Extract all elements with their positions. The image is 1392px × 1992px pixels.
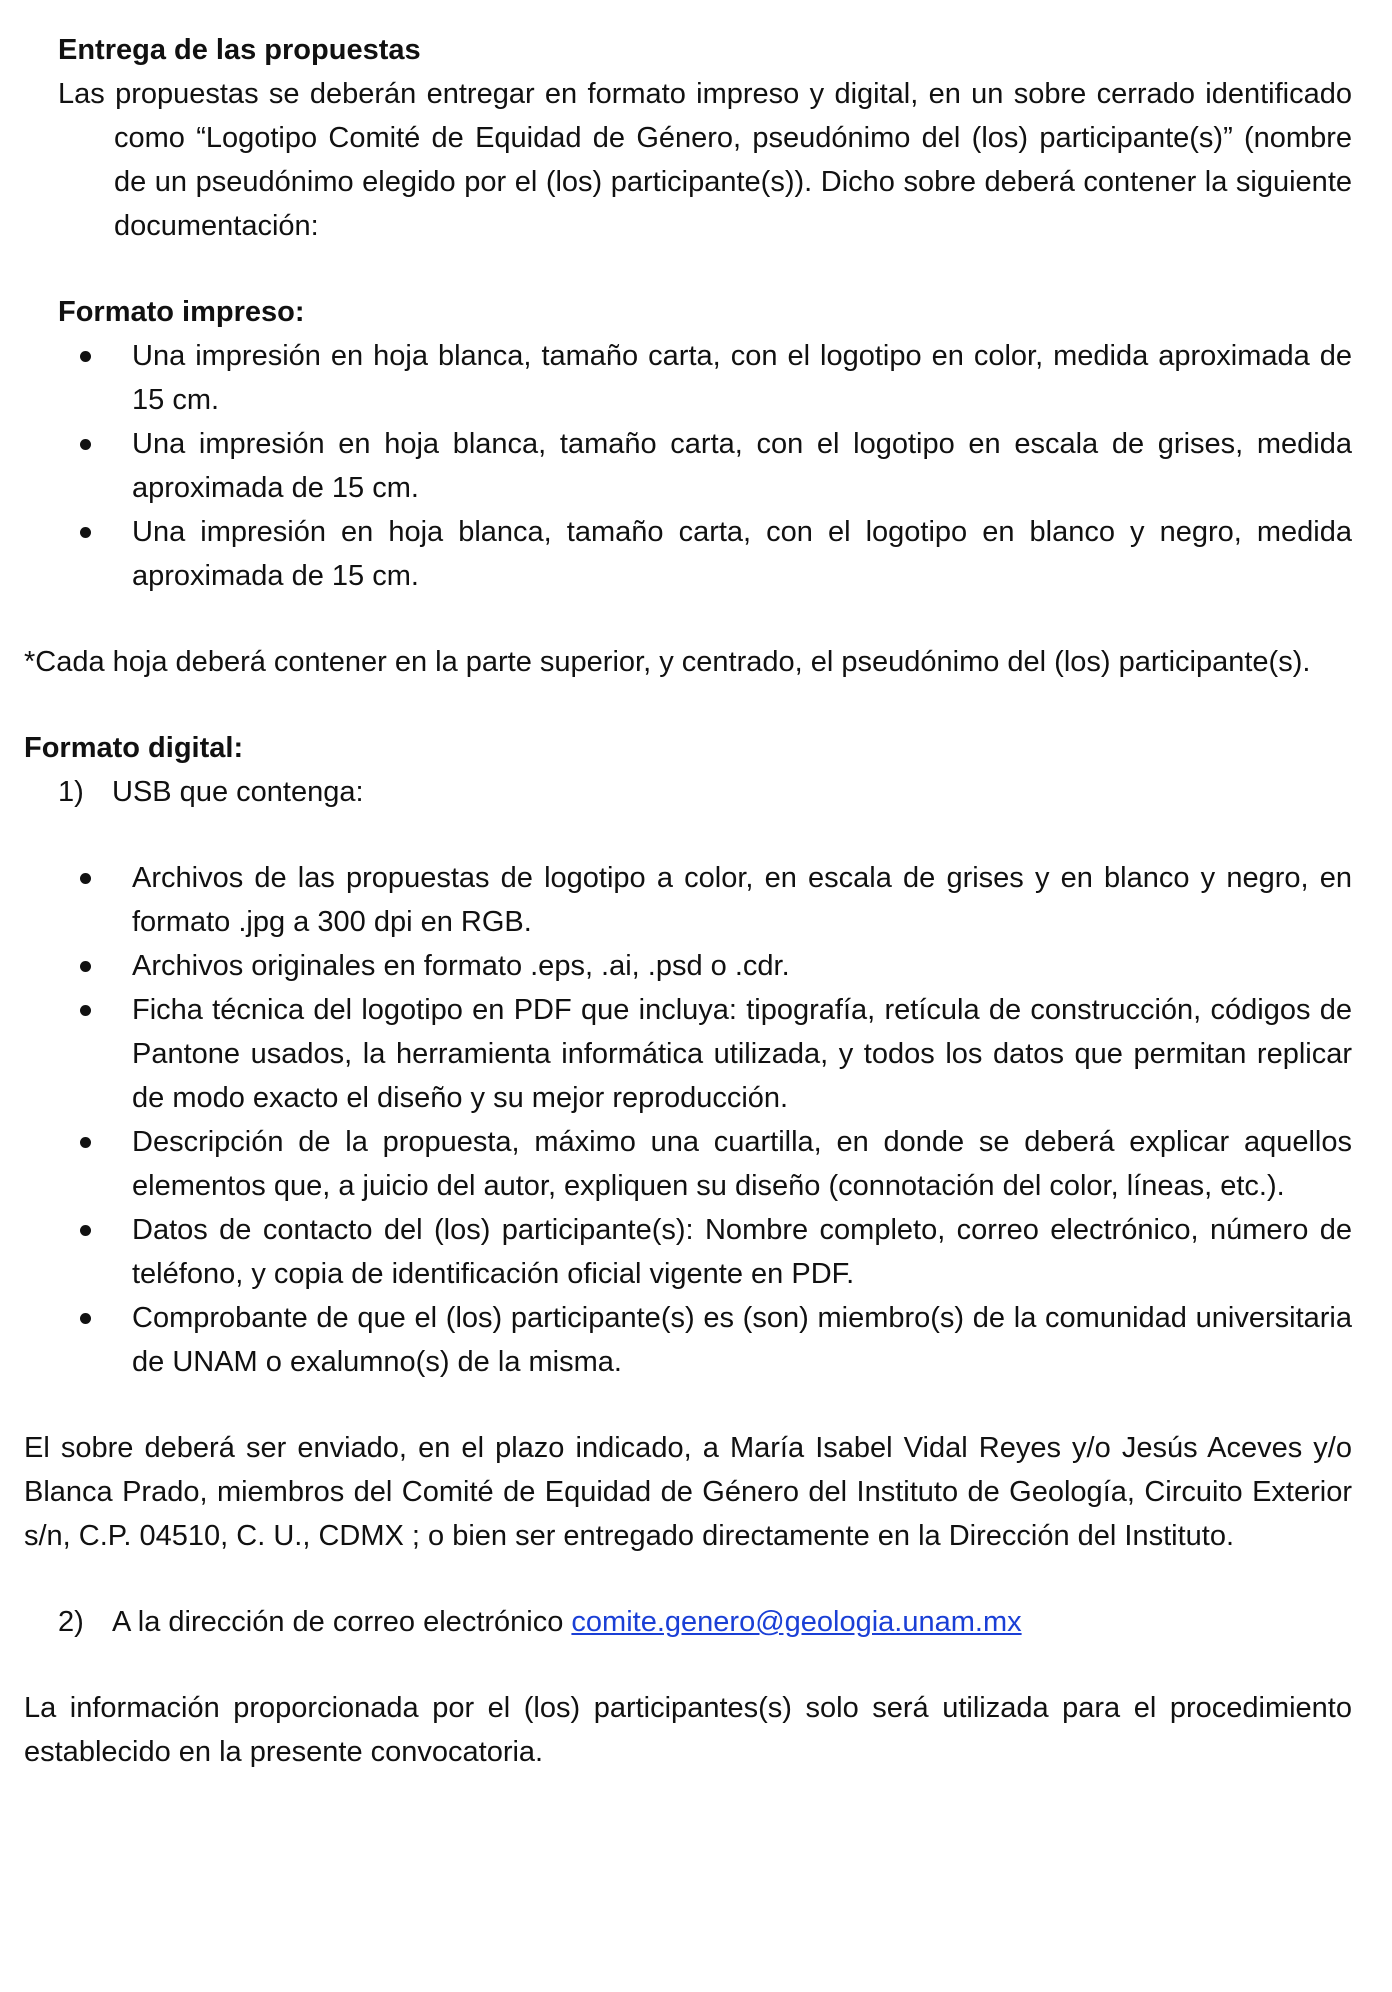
item-number: 2) bbox=[58, 1606, 84, 1638]
bullet-icon bbox=[80, 527, 91, 538]
list-item: Una impresión en hoja blanca, tamaño carta, con el logotipo en color, medida aproximada de 15 cm. bbox=[24, 334, 1352, 422]
numbered-item-1 bbox=[58, 770, 1352, 814]
bullet-icon bbox=[80, 439, 91, 450]
entrega-paragraph: Las propuestas se deberán entregar en formato impreso y digital, en un sobre cerrado identificado como “Logotipo Comité de Equidad de Género, pseudónimo del (los) participante(s)” (nombre de un pseudónimo elegido por el (los) participante(s)). Dicho sobre deberá contener la siguiente documentación: bbox=[58, 78, 1352, 242]
item-text: USB que contenga: bbox=[112, 776, 364, 808]
section-title-entrega: Entrega de las propuestas bbox=[58, 34, 421, 66]
bullet-icon bbox=[80, 1225, 91, 1236]
item-text: A la dirección de correo electrónico bbox=[112, 1606, 572, 1638]
document-page bbox=[24, 28, 1352, 1774]
section-title-impreso: Formato impreso: bbox=[58, 296, 305, 328]
closing-paragraph: La información proporcionada por el (los) participantes(s) solo será utilizada para el procedimiento establecido en la presente convocatoria. bbox=[24, 1692, 1352, 1768]
bullet-icon bbox=[80, 873, 91, 884]
list-item: Una impresión en hoja blanca, tamaño carta, con el logotipo en blanco y negro, medida aproximada de 15 cm. bbox=[24, 510, 1352, 598]
list-item: Ficha técnica del logotipo en PDF que incluya: tipografía, retícula de construcción, códigos de Pantone usados, la herramienta informática utilizada, y todos los datos que permitan replicar de modo exacto el diseño y su mejor reproducción. bbox=[24, 988, 1352, 1120]
list-item: Archivos originales en formato .eps, .ai, .psd o .cdr. bbox=[24, 944, 1352, 988]
list-item: Una impresión en hoja blanca, tamaño carta, con el logotipo en escala de grises, medida aproximada de 15 cm. bbox=[24, 422, 1352, 510]
impreso-list bbox=[24, 334, 1352, 598]
list-item: Comprobante de que el (los) participante(s) es (son) miembro(s) de la comunidad universitaria de UNAM o exalumno(s) de la misma. bbox=[24, 1296, 1352, 1384]
bullet-icon bbox=[80, 351, 91, 362]
section-title-digital: Formato digital: bbox=[24, 732, 244, 764]
bullet-icon bbox=[80, 1313, 91, 1324]
bullet-icon bbox=[80, 961, 91, 972]
note-paragraph: *Cada hoja deberá contener en la parte superior, y centrado, el pseudónimo del (los) participante(s). bbox=[24, 646, 1311, 678]
numbered-item-2 bbox=[58, 1600, 1352, 1644]
bullet-icon bbox=[80, 1137, 91, 1148]
email-link[interactable]: comite.genero@geologia.unam.mx bbox=[571, 1606, 1022, 1638]
bullet-icon bbox=[80, 1005, 91, 1016]
digital-list bbox=[24, 856, 1352, 1384]
item-number: 1) bbox=[58, 776, 84, 808]
list-item: Descripción de la propuesta, máximo una cuartilla, en donde se deberá explicar aquellos elementos que, a juicio del autor, expliquen su diseño (connotación del color, líneas, etc.). bbox=[24, 1120, 1352, 1208]
list-item: Datos de contacto del (los) participante(s): Nombre completo, correo electrónico, número de teléfono, y copia de identificación oficial vigente en PDF. bbox=[24, 1208, 1352, 1296]
envio-paragraph: El sobre deberá ser enviado, en el plazo indicado, a María Isabel Vidal Reyes y/o Jesús Aceves y/o Blanca Prado, miembros del Comité de Equidad de Género del Instituto de Geología, Circuito Exterior s/n, C.P. 04510, C. U., CDMX ; o bien ser entregado directamente en la Dirección del Instituto. bbox=[24, 1432, 1352, 1552]
list-item: Archivos de las propuestas de logotipo a color, en escala de grises y en blanco y negro, en formato .jpg a 300 dpi en RGB. bbox=[24, 856, 1352, 944]
